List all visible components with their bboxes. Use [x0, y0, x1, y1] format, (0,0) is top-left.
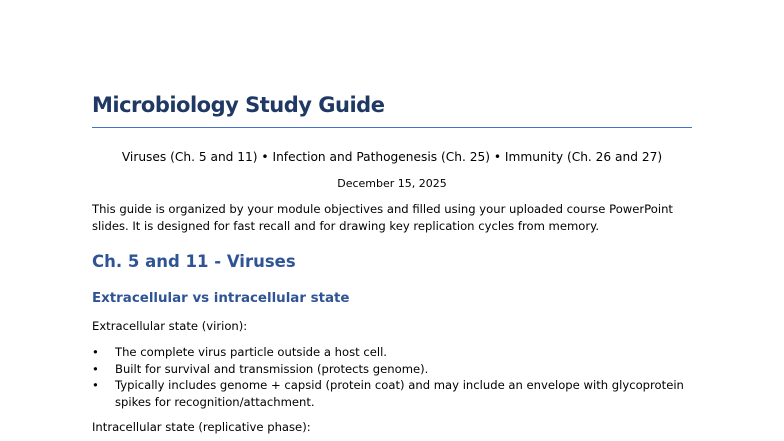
document-subtitle: Viruses (Ch. 5 and 11) • Infection and Pathogenesis (Ch. 25) • Immunity (Ch. 26 and 27) — [121, 150, 663, 164]
document-title: Microbiology Study Guide — [92, 93, 385, 117]
virion-bullet-list — [92, 344, 692, 411]
bullet-icon: • — [92, 378, 99, 393]
list-item-line: Typically includes genome + capsid (protein coat) and may include an envelope with glycoprotein — [115, 378, 684, 393]
bullet-icon: • — [92, 345, 99, 359]
bullet-icon: • — [92, 361, 99, 376]
list-item-line: Built for survival and transmission (protects genome). — [115, 361, 429, 376]
list-item-text — [115, 344, 692, 361]
extracellular-label: Extracellular state (virion): — [92, 319, 248, 333]
intro-line: slides. It is designed for fast recall and for drawing key replication cycles from memory. — [92, 218, 600, 233]
intro-paragraph — [92, 201, 692, 234]
section-heading-viruses: Ch. 5 and 11 - Viruses — [92, 252, 296, 271]
list-item-line: The complete virus particle outside a host cell. — [115, 345, 387, 359]
intro-line: This guide is organized by your module objectives and filled using your uploaded course PowerPoint — [92, 202, 673, 216]
title-underline-rule — [92, 127, 692, 128]
list-item — [92, 361, 692, 378]
document-date: December 15, 2025 — [337, 177, 447, 190]
list-item-line: spikes for recognition/attachment. — [115, 395, 315, 410]
subsection-heading-states: Extracellular vs intracellular state — [92, 291, 350, 306]
list-item-text — [115, 377, 692, 410]
intracellular-label: Intracellular state (replicative phase): — [92, 420, 311, 434]
list-item-text — [115, 361, 692, 378]
list-item — [92, 377, 692, 410]
list-item — [92, 344, 692, 361]
